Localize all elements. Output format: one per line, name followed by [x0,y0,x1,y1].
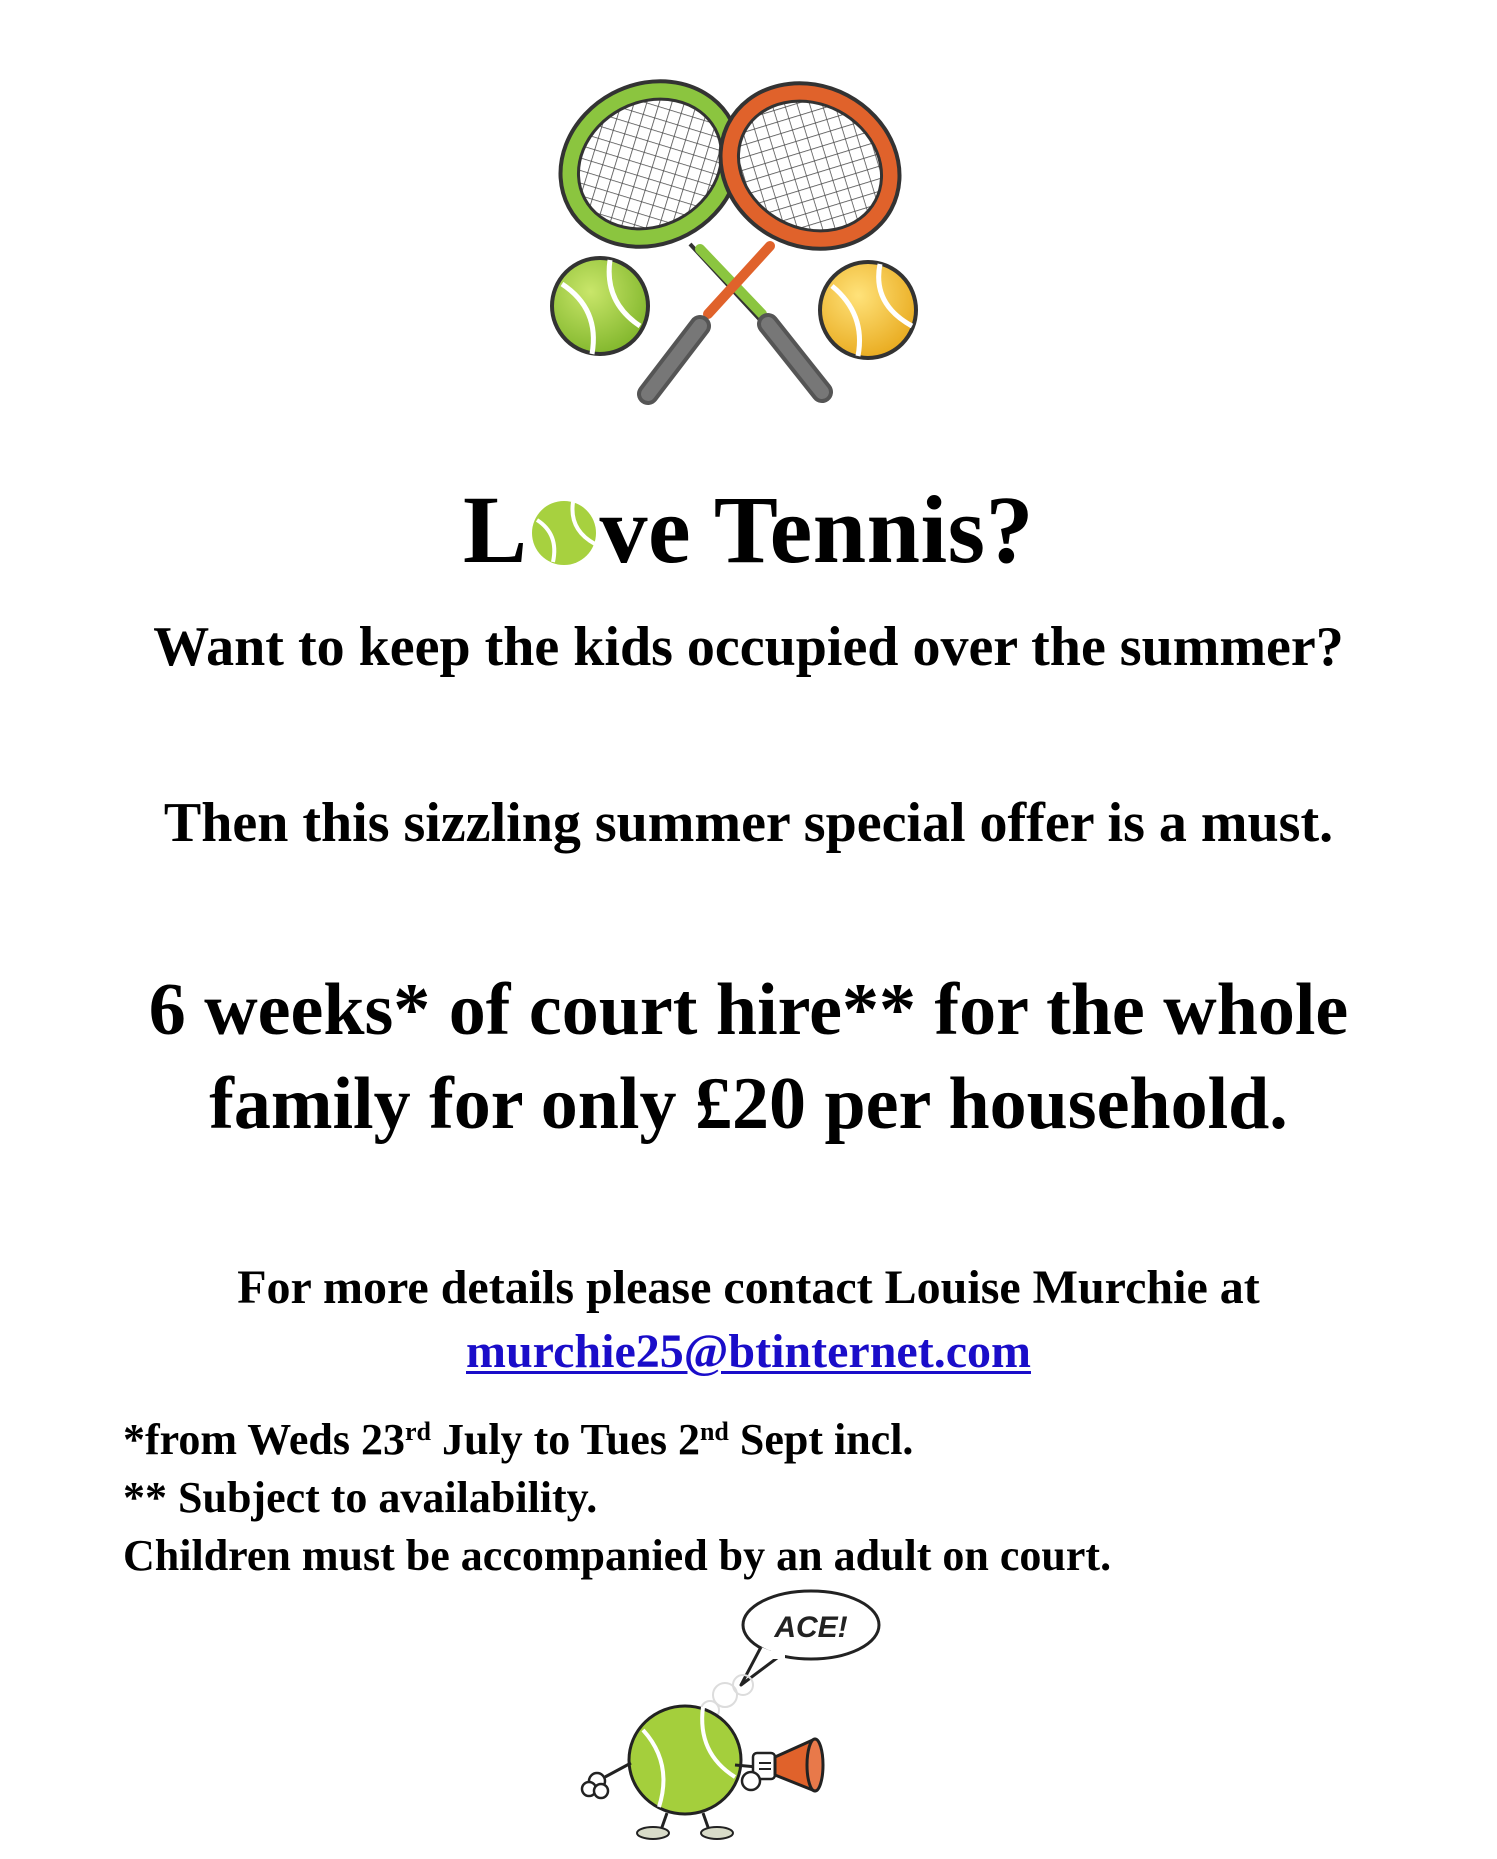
intro-offer-line: Then this sizzling summer special offer is a must. [163,792,1334,854]
contact-block [120,1256,1377,1384]
megaphone-icon [753,1739,823,1791]
tennis-ball-mascot-illustration [575,1585,885,1840]
email-link[interactable]: murchie25@btinternet.com [466,1325,1031,1378]
green-tennis-ball-icon [552,258,648,354]
speech-bubble-icon [741,1591,879,1685]
footnote-children: Children must be accompanied by an adult on court. [123,1531,1112,1580]
tennis-rackets-illustration [540,74,930,428]
title-prefix: L [462,476,528,583]
footnote-dates-sup1: rd [404,1417,431,1446]
tennis-ball-icon [529,498,599,568]
footnote-dates [123,1411,1377,1469]
footnote-availability: ** Subject to availability. [123,1473,598,1522]
title-suffix: ve Tennis? [599,476,1035,583]
footnote-dates-sup2: nd [699,1417,729,1446]
footnote-dates-part3: Sept incl. [728,1415,914,1464]
yellow-tennis-ball-icon [820,262,916,358]
contact-text: For more details please contact Louise Murchie at [237,1261,1260,1314]
footnotes [123,1411,1377,1585]
speech-bubble-text: ACE! [774,1611,848,1644]
page-title [0,476,1497,583]
footnote-dates-part1: *from Weds 23 [123,1415,405,1464]
intro-question: Want to keep the kids occupied over the summer? [153,616,1344,678]
offer-text: 6 weeks* of court hire** for the whole family for only £20 per household. [148,969,1349,1145]
footnote-dates-part2: July to Tues 2 [430,1415,700,1464]
mascot-ball-icon [629,1706,741,1814]
